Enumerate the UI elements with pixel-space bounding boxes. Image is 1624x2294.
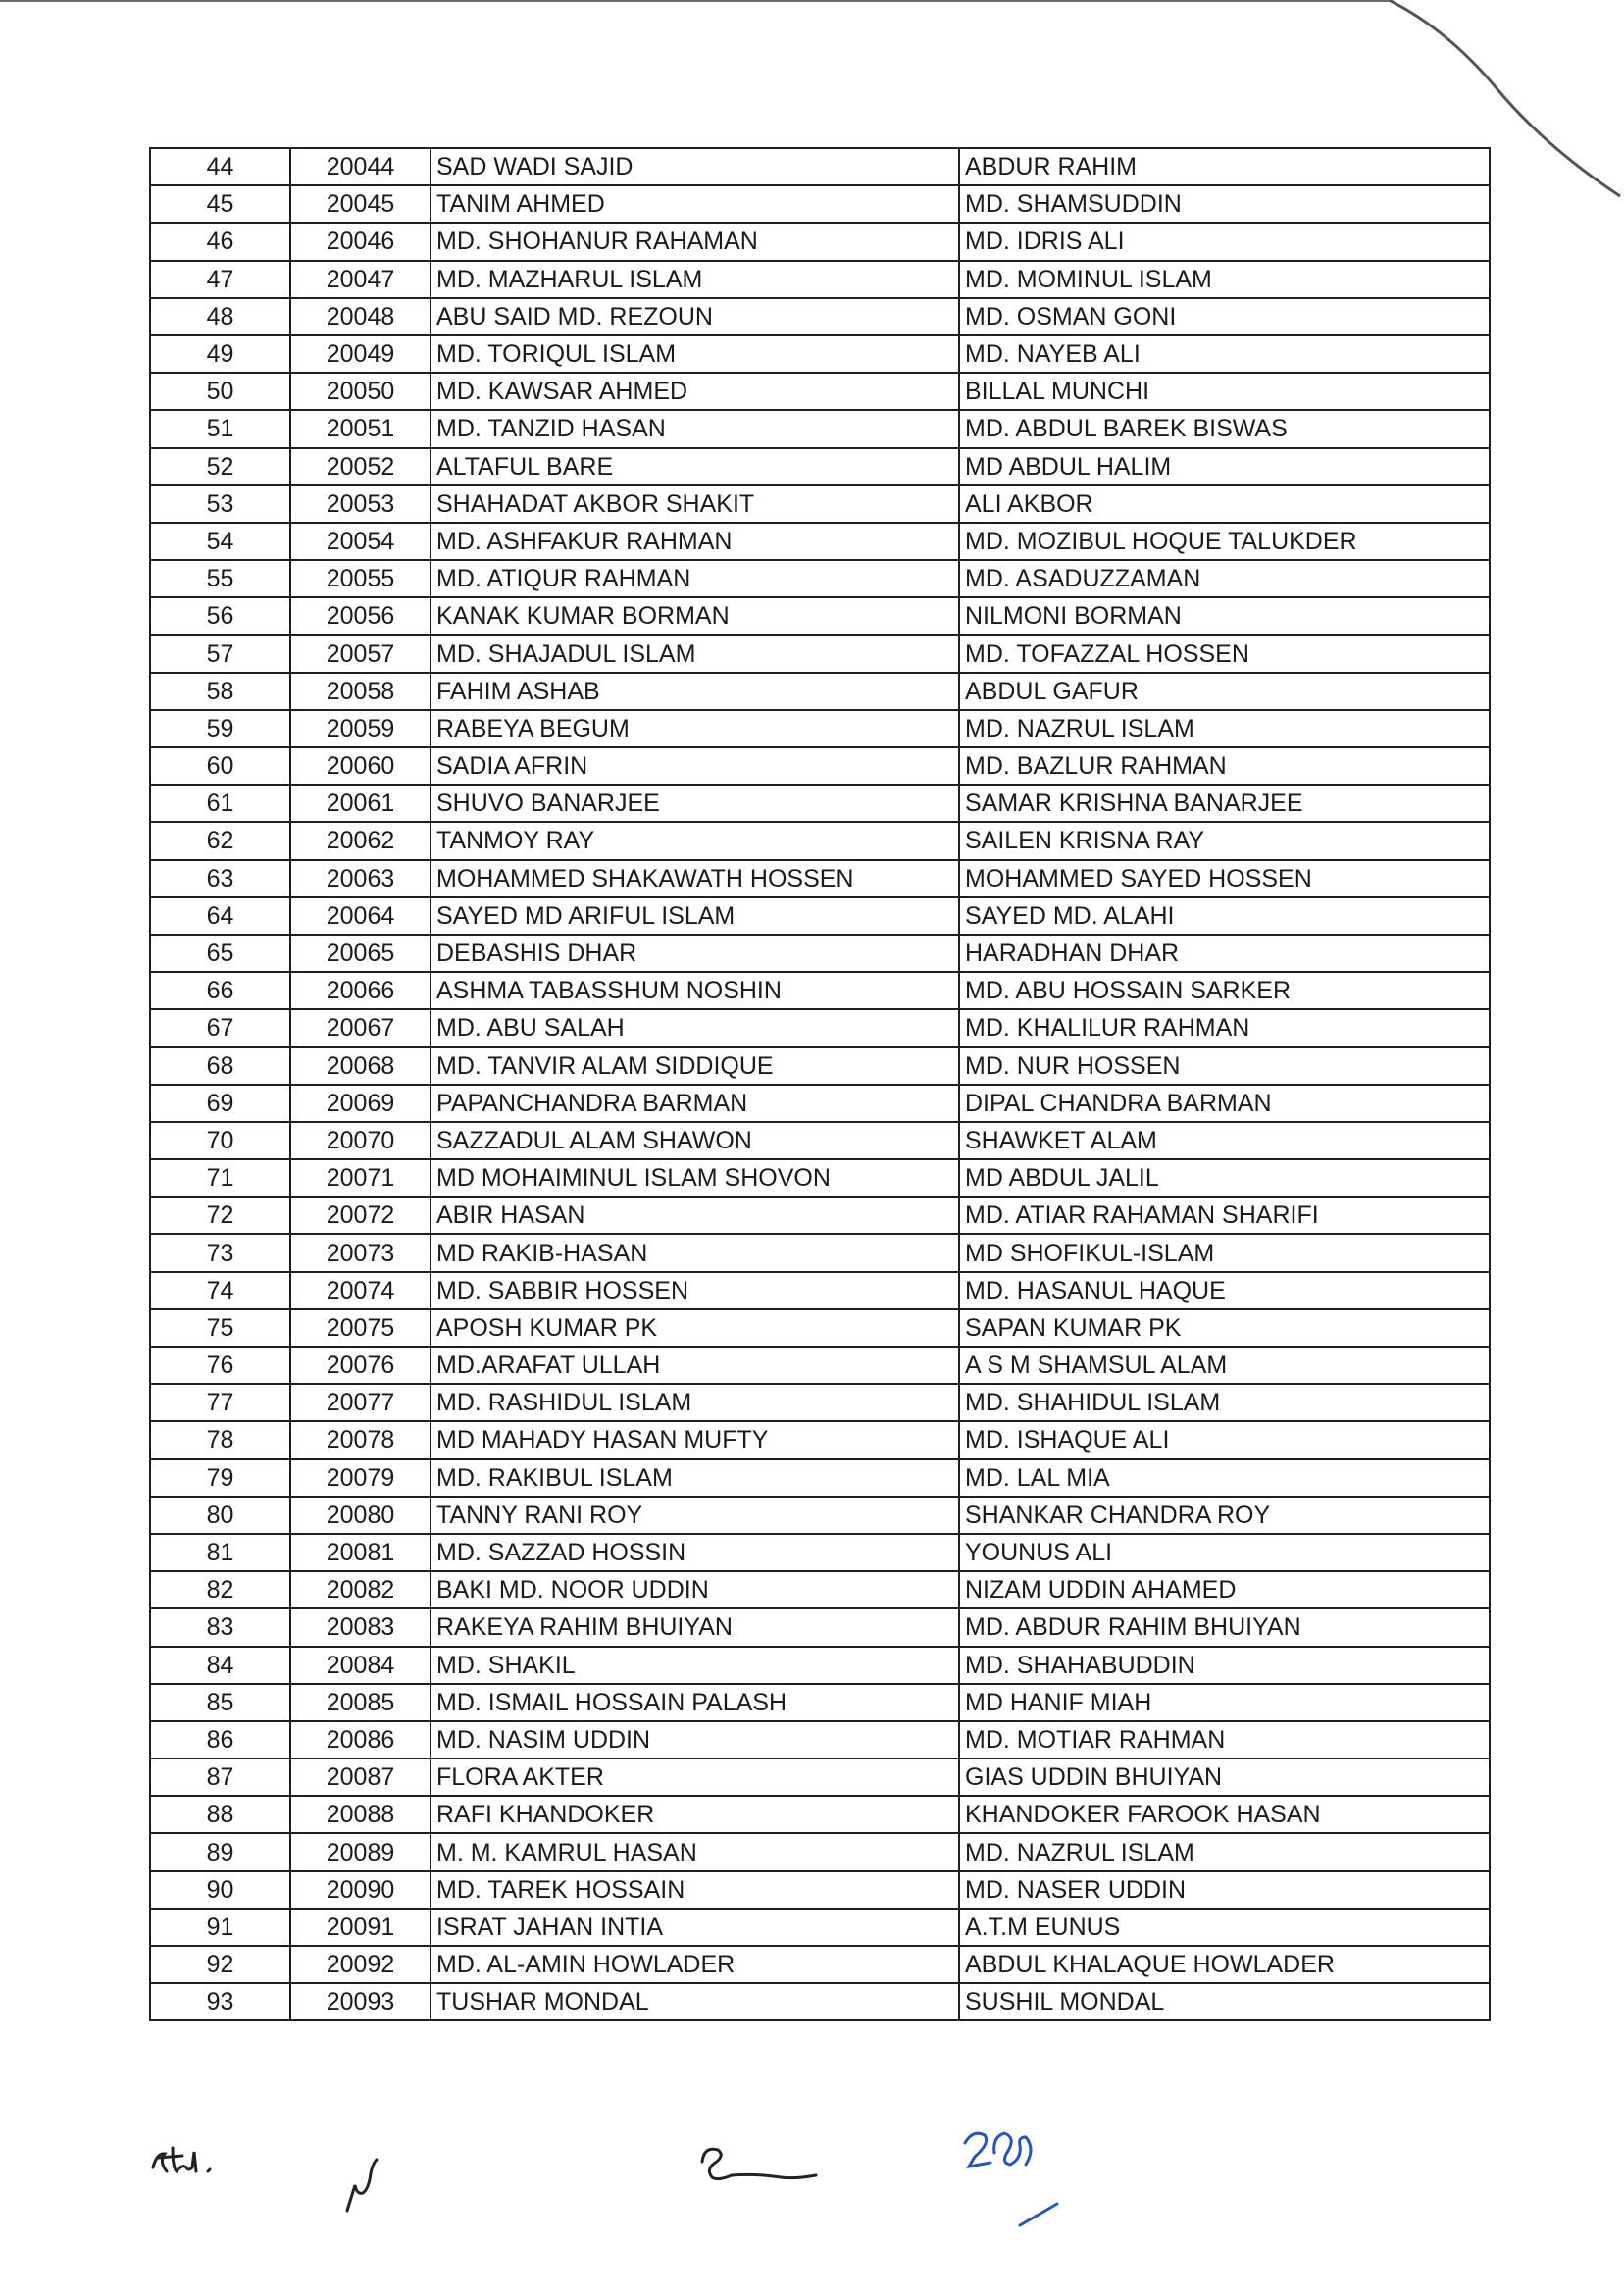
father-name-cell: MD. ATIAR RAHAMAN SHARIFI xyxy=(959,1197,1490,1234)
serial-cell: 88 xyxy=(150,1796,290,1833)
father-name-cell: MD. ABDUR RAHIM BHUIYAN xyxy=(959,1608,1490,1646)
top-edge-rule xyxy=(0,0,1393,2)
student-name-cell: ISRAT JAHAN INTIA xyxy=(431,1909,959,1946)
table-row xyxy=(150,1759,1490,1796)
serial-cell: 61 xyxy=(150,785,290,822)
father-name-cell: SAYED MD. ALAHI xyxy=(959,897,1490,935)
serial-cell: 67 xyxy=(150,1009,290,1046)
roll-number-cell: 20045 xyxy=(290,185,431,223)
serial-cell: 84 xyxy=(150,1647,290,1684)
student-name-cell: DEBASHIS DHAR xyxy=(431,935,959,972)
table-row xyxy=(150,897,1490,935)
roll-number-cell: 20047 xyxy=(290,261,431,298)
father-name-cell: MD. ISHAQUE ALI xyxy=(959,1421,1490,1458)
table-row xyxy=(150,935,1490,972)
student-name-cell: MD. ATIQUR RAHMAN xyxy=(431,560,959,597)
roll-number-cell: 20051 xyxy=(290,410,431,447)
serial-cell: 93 xyxy=(150,1983,290,2020)
student-name-cell: TANNY RANI ROY xyxy=(431,1497,959,1534)
student-name-cell: TANMOY RAY xyxy=(431,822,959,859)
student-name-cell: SAYED MD ARIFUL ISLAM xyxy=(431,897,959,935)
student-name-cell: MD. TANVIR ALAM SIDDIQUE xyxy=(431,1047,959,1085)
table-row xyxy=(150,1983,1490,2020)
table-row xyxy=(150,1833,1490,1870)
table-row xyxy=(150,1497,1490,1534)
serial-cell: 83 xyxy=(150,1608,290,1646)
table-row xyxy=(150,1459,1490,1497)
serial-cell: 80 xyxy=(150,1497,290,1534)
roll-number-cell: 20064 xyxy=(290,897,431,935)
roll-number-cell: 20080 xyxy=(290,1497,431,1534)
serial-cell: 76 xyxy=(150,1347,290,1384)
student-name-cell: MD. SHAJADUL ISLAM xyxy=(431,635,959,672)
student-name-cell: SAZZADUL ALAM SHAWON xyxy=(431,1122,959,1159)
table-row xyxy=(150,448,1490,485)
roll-number-cell: 20068 xyxy=(290,1047,431,1085)
roll-number-cell: 20079 xyxy=(290,1459,431,1497)
serial-cell: 46 xyxy=(150,223,290,260)
father-name-cell: MD. SHAHIDUL ISLAM xyxy=(959,1384,1490,1421)
roll-number-cell: 20072 xyxy=(290,1197,431,1234)
serial-cell: 78 xyxy=(150,1421,290,1458)
serial-cell: 75 xyxy=(150,1309,290,1347)
serial-cell: 86 xyxy=(150,1721,290,1759)
father-name-cell: SAPAN KUMAR PK xyxy=(959,1309,1490,1347)
table-row xyxy=(150,298,1490,335)
father-name-cell: BILLAL MUNCHI xyxy=(959,373,1490,410)
student-name-cell: MD. MAZHARUL ISLAM xyxy=(431,261,959,298)
father-name-cell: MD. SHAMSUDDIN xyxy=(959,185,1490,223)
table-row xyxy=(150,485,1490,523)
father-name-cell: SAMAR KRISHNA BANARJEE xyxy=(959,785,1490,822)
roll-number-cell: 20058 xyxy=(290,673,431,710)
serial-cell: 89 xyxy=(150,1833,290,1870)
serial-cell: 48 xyxy=(150,298,290,335)
roll-number-cell: 20076 xyxy=(290,1347,431,1384)
father-name-cell: ALI AKBOR xyxy=(959,485,1490,523)
table-row xyxy=(150,1796,1490,1833)
serial-cell: 85 xyxy=(150,1684,290,1721)
roll-number-cell: 20081 xyxy=(290,1534,431,1571)
father-name-cell: MD. NAYEB ALI xyxy=(959,335,1490,373)
serial-cell: 55 xyxy=(150,560,290,597)
student-name-cell: MD. TANZID HASAN xyxy=(431,410,959,447)
father-name-cell: MD. ASADUZZAMAN xyxy=(959,560,1490,597)
father-name-cell: A S M SHAMSUL ALAM xyxy=(959,1347,1490,1384)
student-name-cell: ASHMA TABASSHUM NOSHIN xyxy=(431,972,959,1009)
table-row xyxy=(150,822,1490,859)
father-name-cell: SUSHIL MONDAL xyxy=(959,1983,1490,2020)
student-name-cell: ALTAFUL BARE xyxy=(431,448,959,485)
roll-number-cell: 20048 xyxy=(290,298,431,335)
table-row xyxy=(150,523,1490,560)
roll-number-cell: 20066 xyxy=(290,972,431,1009)
father-name-cell: A.T.M EUNUS xyxy=(959,1909,1490,1946)
serial-cell: 90 xyxy=(150,1871,290,1909)
student-name-cell: MD. TAREK HOSSAIN xyxy=(431,1871,959,1909)
student-name-cell: SADIA AFRIN xyxy=(431,747,959,785)
student-name-cell: MD. RAKIBUL ISLAM xyxy=(431,1459,959,1497)
student-name-cell: TUSHAR MONDAL xyxy=(431,1983,959,2020)
roll-number-cell: 20078 xyxy=(290,1421,431,1458)
serial-cell: 52 xyxy=(150,448,290,485)
father-name-cell: MOHAMMED SAYED HOSSEN xyxy=(959,860,1490,897)
roll-number-cell: 20044 xyxy=(290,148,431,185)
signature-2 xyxy=(343,2150,402,2218)
table-row xyxy=(150,560,1490,597)
father-name-cell: MD. MOZIBUL HOQUE TALUKDER xyxy=(959,523,1490,560)
roll-number-cell: 20073 xyxy=(290,1234,431,1271)
father-name-cell: MD. TOFAZZAL HOSSEN xyxy=(959,635,1490,672)
student-name-cell: MD RAKIB-HASAN xyxy=(431,1234,959,1271)
student-name-cell: MD. KAWSAR AHMED xyxy=(431,373,959,410)
student-name-cell: TANIM AHMED xyxy=(431,185,959,223)
father-name-cell: HARADHAN DHAR xyxy=(959,935,1490,972)
table-row xyxy=(150,1159,1490,1197)
roll-list-table xyxy=(149,147,1491,2021)
table-row xyxy=(150,1647,1490,1684)
roll-number-cell: 20056 xyxy=(290,597,431,635)
serial-cell: 70 xyxy=(150,1122,290,1159)
father-name-cell: ABDUR RAHIM xyxy=(959,148,1490,185)
serial-cell: 82 xyxy=(150,1571,290,1608)
table-row xyxy=(150,1085,1490,1122)
table-row xyxy=(150,1608,1490,1646)
table-row xyxy=(150,1684,1490,1721)
table-row xyxy=(150,1122,1490,1159)
serial-cell: 53 xyxy=(150,485,290,523)
table-row xyxy=(150,1347,1490,1384)
father-name-cell: SHAWKET ALAM xyxy=(959,1122,1490,1159)
table-row xyxy=(150,1047,1490,1085)
father-name-cell: MD. LAL MIA xyxy=(959,1459,1490,1497)
signature-4 xyxy=(961,2123,1089,2231)
serial-cell: 51 xyxy=(150,410,290,447)
table-row xyxy=(150,1946,1490,1983)
student-name-cell: M. M. KAMRUL HASAN xyxy=(431,1833,959,1870)
student-name-cell: BAKI MD. NOOR UDDIN xyxy=(431,1571,959,1608)
roll-number-cell: 20090 xyxy=(290,1871,431,1909)
roll-number-cell: 20061 xyxy=(290,785,431,822)
student-name-cell: MD. SHOHANUR RAHAMAN xyxy=(431,223,959,260)
father-name-cell: NILMONI BORMAN xyxy=(959,597,1490,635)
roll-number-cell: 20074 xyxy=(290,1272,431,1309)
roll-number-cell: 20092 xyxy=(290,1946,431,1983)
serial-cell: 69 xyxy=(150,1085,290,1122)
student-name-cell: MD MAHADY HASAN MUFTY xyxy=(431,1421,959,1458)
serial-cell: 66 xyxy=(150,972,290,1009)
father-name-cell: DIPAL CHANDRA BARMAN xyxy=(959,1085,1490,1122)
table-row xyxy=(150,635,1490,672)
student-name-cell: FAHIM ASHAB xyxy=(431,673,959,710)
roll-number-cell: 20071 xyxy=(290,1159,431,1197)
table-row xyxy=(150,1197,1490,1234)
roll-number-cell: 20055 xyxy=(290,560,431,597)
father-name-cell: MD. OSMAN GONI xyxy=(959,298,1490,335)
roll-number-cell: 20084 xyxy=(290,1647,431,1684)
father-name-cell: MD. ABU HOSSAIN SARKER xyxy=(959,972,1490,1009)
student-name-cell: MD. TORIQUL ISLAM xyxy=(431,335,959,373)
student-name-cell: MD. SABBIR HOSSEN xyxy=(431,1272,959,1309)
table-row xyxy=(150,410,1490,447)
roll-number-cell: 20070 xyxy=(290,1122,431,1159)
table-row xyxy=(150,1871,1490,1909)
roll-number-cell: 20082 xyxy=(290,1571,431,1608)
student-name-cell: PAPANCHANDRA BARMAN xyxy=(431,1085,959,1122)
father-name-cell: MD. IDRIS ALI xyxy=(959,223,1490,260)
roll-number-cell: 20087 xyxy=(290,1759,431,1796)
student-name-cell: MD. ISMAIL HOSSAIN PALASH xyxy=(431,1684,959,1721)
roll-number-cell: 20083 xyxy=(290,1608,431,1646)
father-name-cell: MD. MOTIAR RAHMAN xyxy=(959,1721,1490,1759)
student-name-cell: RAFI KHANDOKER xyxy=(431,1796,959,1833)
serial-cell: 87 xyxy=(150,1759,290,1796)
table-row xyxy=(150,1571,1490,1608)
father-name-cell: MD ABDUL HALIM xyxy=(959,448,1490,485)
serial-cell: 44 xyxy=(150,148,290,185)
student-name-cell: MD. NASIM UDDIN xyxy=(431,1721,959,1759)
serial-cell: 59 xyxy=(150,710,290,747)
father-name-cell: MD HANIF MIAH xyxy=(959,1684,1490,1721)
roll-number-cell: 20089 xyxy=(290,1833,431,1870)
table-row xyxy=(150,1534,1490,1571)
table-row xyxy=(150,710,1490,747)
roll-number-cell: 20075 xyxy=(290,1309,431,1347)
serial-cell: 92 xyxy=(150,1946,290,1983)
father-name-cell: MD. KHALILUR RAHMAN xyxy=(959,1009,1490,1046)
table-row xyxy=(150,261,1490,298)
father-name-cell: ABDUL GAFUR xyxy=(959,673,1490,710)
roll-list-body xyxy=(150,148,1490,2020)
student-name-cell: APOSH KUMAR PK xyxy=(431,1309,959,1347)
student-name-cell: MD. ASHFAKUR RAHMAN xyxy=(431,523,959,560)
roll-number-cell: 20063 xyxy=(290,860,431,897)
student-name-cell: MD. ABU SALAH xyxy=(431,1009,959,1046)
serial-cell: 60 xyxy=(150,747,290,785)
table-row xyxy=(150,1272,1490,1309)
father-name-cell: MD. HASANUL HAQUE xyxy=(959,1272,1490,1309)
father-name-cell: ABDUL KHALAQUE HOWLADER xyxy=(959,1946,1490,1983)
roll-number-cell: 20077 xyxy=(290,1384,431,1421)
roll-number-cell: 20062 xyxy=(290,822,431,859)
table-row xyxy=(150,1421,1490,1458)
roll-number-cell: 20088 xyxy=(290,1796,431,1833)
roll-number-cell: 20069 xyxy=(290,1085,431,1122)
student-name-cell: RABEYA BEGUM xyxy=(431,710,959,747)
student-name-cell: MD. AL-AMIN HOWLADER xyxy=(431,1946,959,1983)
student-name-cell: ABU SAID MD. REZOUN xyxy=(431,298,959,335)
roll-number-cell: 20053 xyxy=(290,485,431,523)
student-name-cell: RAKEYA RAHIM BHUIYAN xyxy=(431,1608,959,1646)
table-row xyxy=(150,673,1490,710)
student-name-cell: SHAHADAT AKBOR SHAKIT xyxy=(431,485,959,523)
student-name-cell: MD. SAZZAD HOSSIN xyxy=(431,1534,959,1571)
roll-number-cell: 20054 xyxy=(290,523,431,560)
serial-cell: 77 xyxy=(150,1384,290,1421)
roll-number-cell: 20049 xyxy=(290,335,431,373)
serial-cell: 45 xyxy=(150,185,290,223)
signature-1 xyxy=(147,2128,245,2187)
serial-cell: 57 xyxy=(150,635,290,672)
student-name-cell: MD. RASHIDUL ISLAM xyxy=(431,1384,959,1421)
roll-number-cell: 20057 xyxy=(290,635,431,672)
serial-cell: 79 xyxy=(150,1459,290,1497)
table-row xyxy=(150,1721,1490,1759)
roll-number-cell: 20085 xyxy=(290,1684,431,1721)
table-row xyxy=(150,1384,1490,1421)
serial-cell: 81 xyxy=(150,1534,290,1571)
table-row xyxy=(150,148,1490,185)
table-row xyxy=(150,1309,1490,1347)
father-name-cell: SHANKAR CHANDRA ROY xyxy=(959,1497,1490,1534)
father-name-cell: MD. ABDUL BAREK BISWAS xyxy=(959,410,1490,447)
father-name-cell: MD. BAZLUR RAHMAN xyxy=(959,747,1490,785)
serial-cell: 72 xyxy=(150,1197,290,1234)
table-row xyxy=(150,1234,1490,1271)
roll-number-cell: 20050 xyxy=(290,373,431,410)
table-row xyxy=(150,335,1490,373)
serial-cell: 71 xyxy=(150,1159,290,1197)
father-name-cell: MD. NUR HOSSEN xyxy=(959,1047,1490,1085)
serial-cell: 63 xyxy=(150,860,290,897)
father-name-cell: MD. NAZRUL ISLAM xyxy=(959,710,1490,747)
table-row xyxy=(150,972,1490,1009)
table-row xyxy=(150,785,1490,822)
serial-cell: 54 xyxy=(150,523,290,560)
father-name-cell: GIAS UDDIN BHUIYAN xyxy=(959,1759,1490,1796)
table-row xyxy=(150,860,1490,897)
serial-cell: 49 xyxy=(150,335,290,373)
serial-cell: 74 xyxy=(150,1272,290,1309)
serial-cell: 50 xyxy=(150,373,290,410)
roll-number-cell: 20067 xyxy=(290,1009,431,1046)
roll-number-cell: 20060 xyxy=(290,747,431,785)
table-row xyxy=(150,373,1490,410)
signature-3 xyxy=(696,2138,824,2197)
father-name-cell: NIZAM UDDIN AHAMED xyxy=(959,1571,1490,1608)
father-name-cell: MD ABDUL JALIL xyxy=(959,1159,1490,1197)
table-row xyxy=(150,223,1490,260)
roll-number-cell: 20052 xyxy=(290,448,431,485)
table-row xyxy=(150,1009,1490,1046)
father-name-cell: SAILEN KRISNA RAY xyxy=(959,822,1490,859)
serial-cell: 58 xyxy=(150,673,290,710)
serial-cell: 91 xyxy=(150,1909,290,1946)
father-name-cell: MD. NASER UDDIN xyxy=(959,1871,1490,1909)
student-name-cell: ABIR HASAN xyxy=(431,1197,959,1234)
student-name-cell: MD MOHAIMINUL ISLAM SHOVON xyxy=(431,1159,959,1197)
student-name-cell: MOHAMMED SHAKAWATH HOSSEN xyxy=(431,860,959,897)
roll-number-cell: 20086 xyxy=(290,1721,431,1759)
student-name-cell: FLORA AKTER xyxy=(431,1759,959,1796)
serial-cell: 73 xyxy=(150,1234,290,1271)
serial-cell: 56 xyxy=(150,597,290,635)
roll-number-cell: 20091 xyxy=(290,1909,431,1946)
father-name-cell: MD. NAZRUL ISLAM xyxy=(959,1833,1490,1870)
table-row xyxy=(150,747,1490,785)
table-row xyxy=(150,185,1490,223)
father-name-cell: YOUNUS ALI xyxy=(959,1534,1490,1571)
serial-cell: 68 xyxy=(150,1047,290,1085)
serial-cell: 47 xyxy=(150,261,290,298)
serial-cell: 65 xyxy=(150,935,290,972)
student-name-cell: SAD WADI SAJID xyxy=(431,148,959,185)
student-name-cell: MD.ARAFAT ULLAH xyxy=(431,1347,959,1384)
serial-cell: 64 xyxy=(150,897,290,935)
student-name-cell: SHUVO BANARJEE xyxy=(431,785,959,822)
table-row xyxy=(150,1909,1490,1946)
father-name-cell: MD. SHAHABUDDIN xyxy=(959,1647,1490,1684)
father-name-cell: KHANDOKER FAROOK HASAN xyxy=(959,1796,1490,1833)
father-name-cell: MD SHOFIKUL-ISLAM xyxy=(959,1234,1490,1271)
roll-number-cell: 20065 xyxy=(290,935,431,972)
roll-number-cell: 20046 xyxy=(290,223,431,260)
table-row xyxy=(150,597,1490,635)
father-name-cell: MD. MOMINUL ISLAM xyxy=(959,261,1490,298)
serial-cell: 62 xyxy=(150,822,290,859)
roll-number-cell: 20093 xyxy=(290,1983,431,2020)
student-name-cell: MD. SHAKIL xyxy=(431,1647,959,1684)
student-name-cell: KANAK KUMAR BORMAN xyxy=(431,597,959,635)
roll-number-cell: 20059 xyxy=(290,710,431,747)
